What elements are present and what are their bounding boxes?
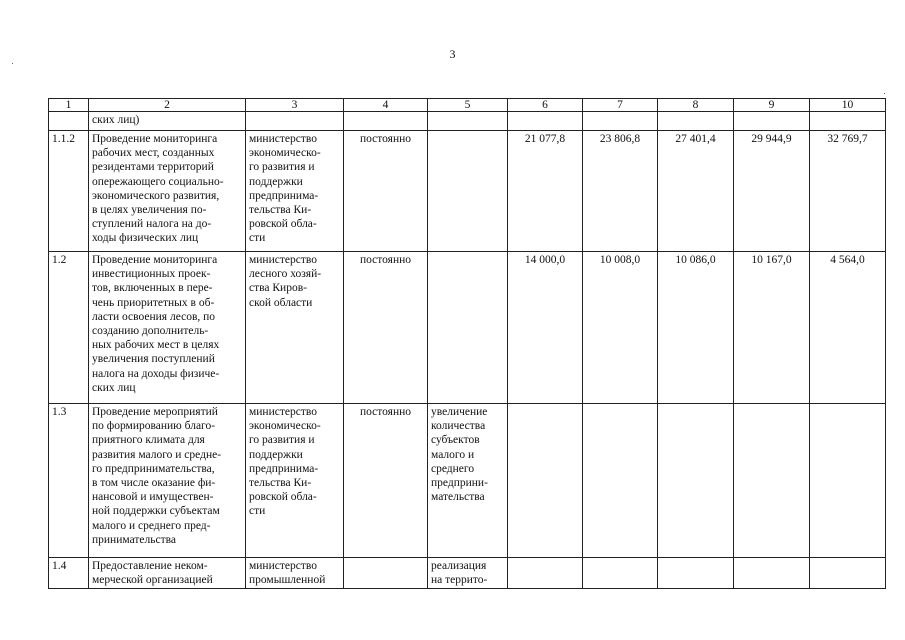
executor: министерство экономическо- го развития и поддержки предпринима- тельства Ки- ровской обла- сти bbox=[246, 404, 344, 558]
value-col-7 bbox=[583, 404, 658, 558]
expected-result bbox=[428, 252, 508, 404]
scan-speck bbox=[884, 93, 885, 94]
value-col-6 bbox=[508, 112, 583, 131]
table-row bbox=[49, 131, 886, 252]
value-col-6: 21 077,8 bbox=[508, 131, 583, 252]
header-cell: 3 bbox=[246, 99, 344, 112]
header-cell: 5 bbox=[428, 99, 508, 112]
value-col-9 bbox=[734, 112, 810, 131]
value-col-8 bbox=[658, 558, 734, 589]
value-col-8: 10 086,0 bbox=[658, 252, 734, 404]
value-col-7: 10 008,0 bbox=[583, 252, 658, 404]
value-col-8 bbox=[658, 404, 734, 558]
header-cell: 2 bbox=[89, 99, 246, 112]
value-col-7 bbox=[583, 112, 658, 131]
value-col-10 bbox=[810, 558, 886, 589]
value-col-10: 4 564,0 bbox=[810, 252, 886, 404]
term bbox=[344, 558, 428, 589]
value-col-6 bbox=[508, 558, 583, 589]
table-row bbox=[49, 112, 886, 131]
value-col-10 bbox=[810, 404, 886, 558]
executor bbox=[246, 112, 344, 131]
value-col-9 bbox=[734, 404, 810, 558]
expected-result bbox=[428, 131, 508, 252]
value-col-7: 23 806,8 bbox=[583, 131, 658, 252]
header-cell: 4 bbox=[344, 99, 428, 112]
term bbox=[344, 112, 428, 131]
expected-result bbox=[428, 112, 508, 131]
item-number: 1.3 bbox=[49, 404, 89, 558]
value-col-9 bbox=[734, 558, 810, 589]
header-cell: 7 bbox=[583, 99, 658, 112]
table-row bbox=[49, 252, 886, 404]
header-cell: 6 bbox=[508, 99, 583, 112]
term: постоянно bbox=[344, 131, 428, 252]
scan-speck bbox=[12, 63, 13, 64]
measure-name: Проведение мероприятий по формированию благо- приятного климата для развития малого и средне- го предпринимательства, в том числе оказание фи- нансовой и имуществен- ной поддержки субъектам малого и среднего пред- принимательства bbox=[89, 404, 246, 558]
header-cell: 8 bbox=[658, 99, 734, 112]
measure-name: Предоставление неком- мерческой организацией bbox=[89, 558, 246, 589]
value-col-8 bbox=[658, 112, 734, 131]
item-number: 1.4 bbox=[49, 558, 89, 589]
value-col-6: 14 000,0 bbox=[508, 252, 583, 404]
measure-name: Проведение мониторинга инвестиционных проек- тов, включенных в пере- чень приоритетных в об- ласти освоения лесов, по созданию дополнитель- ных рабочих мест в целях увеличения поступлений налога на доходы физиче- ских лиц bbox=[89, 252, 246, 404]
header-cell: 10 bbox=[810, 99, 886, 112]
value-col-10 bbox=[810, 112, 886, 131]
table-header-row bbox=[49, 99, 886, 112]
value-col-7 bbox=[583, 558, 658, 589]
table-row bbox=[49, 404, 886, 558]
executor: министерство экономическо- го развития и поддержки предпринима- тельства Ки- ровской обла- сти bbox=[246, 131, 344, 252]
value-col-9: 10 167,0 bbox=[734, 252, 810, 404]
executor: министерство лесного хозяй- ства Киров- ской области bbox=[246, 252, 344, 404]
measure-name: Проведение мониторинга рабочих мест, созданных резидентами территорий опережающего социально- экономического развития, в целях увеличения по- ступлений налога на до- ходы физических лиц bbox=[89, 131, 246, 252]
page-number: 3 bbox=[449, 47, 456, 61]
term: постоянно bbox=[344, 252, 428, 404]
measure-name: ских лиц) bbox=[89, 112, 246, 131]
value-col-8: 27 401,4 bbox=[658, 131, 734, 252]
executor: министерство промышленной bbox=[246, 558, 344, 589]
value-col-6 bbox=[508, 404, 583, 558]
expected-result: увеличение количества субъектов малого и среднего предприни- мательства bbox=[428, 404, 508, 558]
expected-result: реализация на террито- bbox=[428, 558, 508, 589]
value-col-9: 29 944,9 bbox=[734, 131, 810, 252]
item-number: 1.2 bbox=[49, 252, 89, 404]
item-number: 1.1.2 bbox=[49, 131, 89, 252]
plan-table bbox=[48, 98, 886, 589]
item-number bbox=[49, 112, 89, 131]
value-col-10: 32 769,7 bbox=[810, 131, 886, 252]
term: постоянно bbox=[344, 404, 428, 558]
header-cell: 1 bbox=[49, 99, 89, 112]
table-row bbox=[49, 558, 886, 589]
header-cell: 9 bbox=[734, 99, 810, 112]
